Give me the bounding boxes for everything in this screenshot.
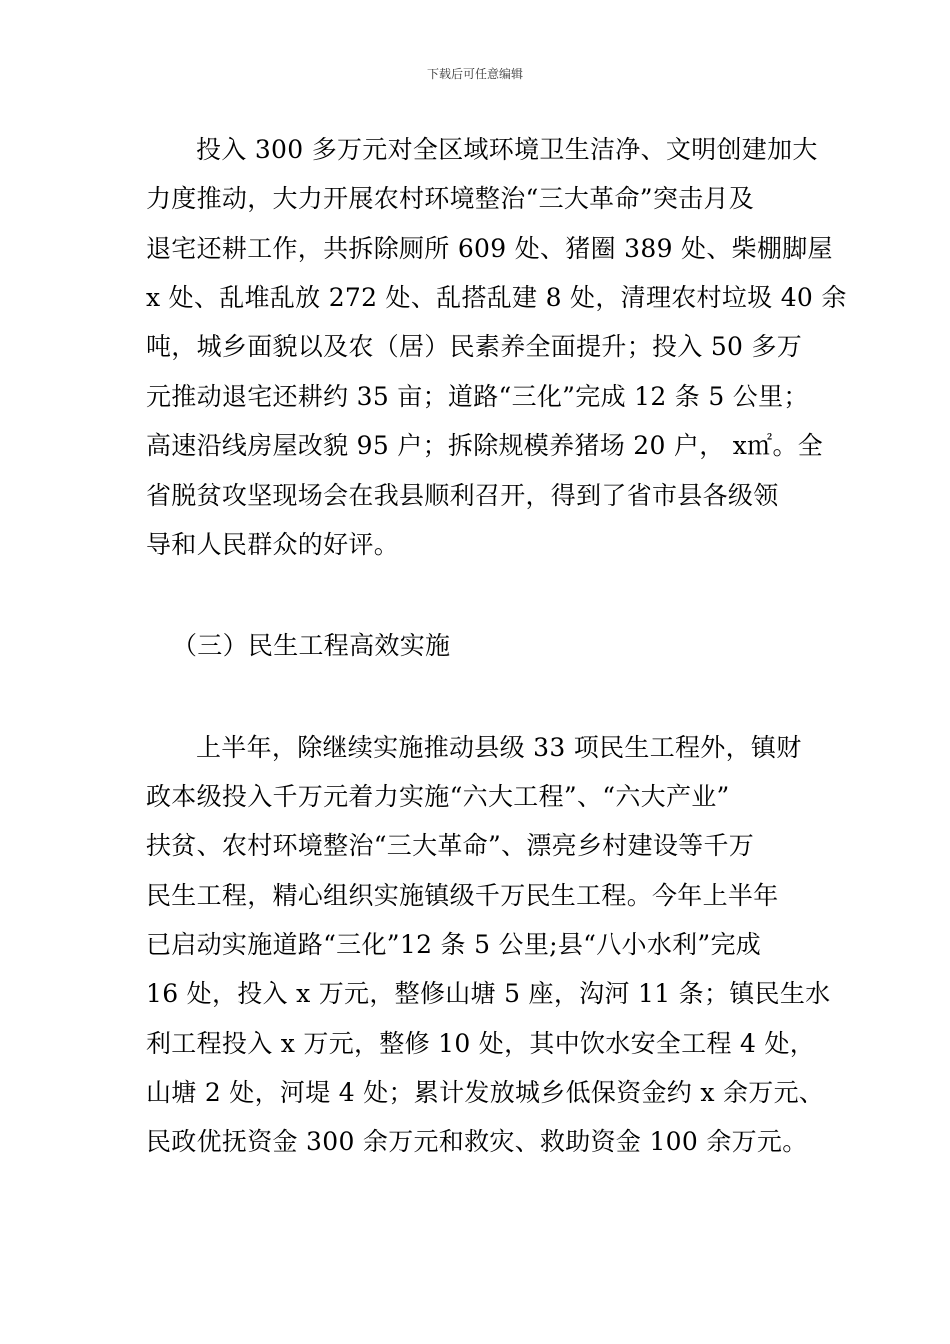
paragraph-1-line-8: 省脱贫攻坚现场会在我县顺利召开，得到了省市县各级领 (146, 481, 779, 510)
paragraph-1-line-6: 元推动退宅还耕约 35 亩；道路“三化”完成 12 条 5 公里； (146, 382, 809, 411)
paragraph-1-line-1: 投入 300 多万元对全区域环境卫生洁净、文明创建加大 (196, 135, 818, 164)
paragraph-2-line-6: 16 处，投入 x 万元，整修山塘 5 座，沟河 11 条；镇民生水 (146, 979, 831, 1008)
header-note: 下载后可任意编辑 (426, 67, 523, 81)
paragraph-2-line-5: 已启动实施道路“三化”12 条 5 公里;县“八小水利”完成 (146, 930, 762, 959)
paragraph-2-line-7: 利工程投入 x 万元，整修 10 处，其中饮水安全工程 4 处， (146, 1029, 816, 1058)
paragraph-2-line-3: 扶贫、农村环境整治“三大革命”、漂亮乡村建设等千万 (146, 831, 755, 860)
paragraph-2-line-8: 山塘 2 处，河堤 4 处；累计发放城乡低保资金约 x 余万元、 (146, 1078, 825, 1107)
paragraph-1-line-7: 高速沿线房屋改貌 95 户；拆除规模养猪场 20 户， x㎡。全 (146, 431, 824, 460)
section-heading: （三）民生工程高效实施 (172, 631, 451, 660)
paragraph-2-line-1: 上半年，除继续实施推动县级 33 项民生工程外，镇财 (196, 733, 802, 762)
paragraph-1-line-2: 力度推动，大力开展农村环境整治“三大革命”突击月及 (146, 184, 755, 213)
paragraph-2-line-9: 民政优抚资金 300 余万元和救灾、救助资金 100 余万元。 (146, 1127, 808, 1156)
paragraph-2-line-4: 民生工程，精心组织实施镇级千万民生工程。今年上半年 (146, 881, 779, 910)
paragraph-1-line-5: 吨，城乡面貌以及农（居）民素养全面提升；投入 50 多万 (146, 332, 803, 361)
paragraph-1-line-4: x 处、乱堆乱放 272 处、乱搭乱建 8 处，清理农村垃圾 40 余 (146, 283, 847, 312)
paragraph-1-line-9: 导和人民群众的好评。 (146, 530, 400, 559)
paragraph-1-line-3: 退宅还耕工作，共拆除厕所 609 处、猪圈 389 处、柴棚脚屋 (146, 234, 833, 263)
paragraph-2-line-2: 政本级投入千万元着力实施“六大工程”、“六大产业” (146, 782, 730, 811)
